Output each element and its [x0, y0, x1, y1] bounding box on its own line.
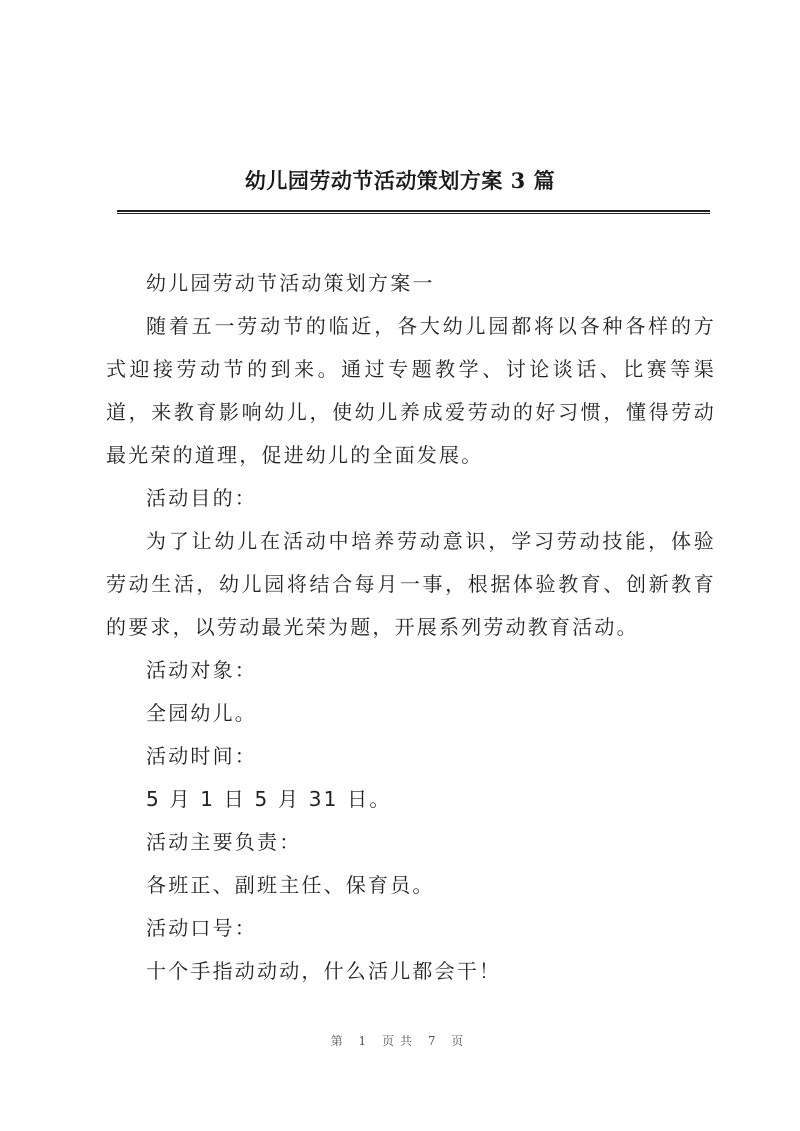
document-body: [106, 262, 716, 993]
purpose-paragraph: 为了让幼儿在活动中培养劳动意识，学习劳动技能，体验劳动生活，幼儿园将结合每月一事，根据体验教育、创新教育的要求，以劳动最光荣为题，开展系列劳动教育活动。: [106, 529, 716, 639]
time-value: 5 月 1 日 5 月 31 日。: [146, 787, 392, 811]
time-label: 活动时间：: [146, 744, 257, 768]
page-number-footer: 第 1 页共 7 页: [330, 1034, 470, 1048]
intro-paragraph: 随着五一劳动节的临近，各大幼儿园都将以各种各样的方式迎接劳动节的到来。通过专题教学、讨论谈话、比赛等渠道，来教育影响幼儿，使幼儿养成爱劳动的好习惯，懂得劳动最光荣的道理，促进幼儿的全面发展。: [106, 314, 716, 467]
audience-value: 全园幼儿。: [146, 701, 257, 725]
slogan-label: 活动口号：: [146, 916, 257, 940]
purpose-label: 活动目的：: [146, 486, 257, 510]
responsible-label: 活动主要负责：: [146, 830, 302, 854]
slogan-value: 十个手指动动动，什么活儿都会干！: [146, 959, 502, 983]
responsible-value: 各班正、副班主任、保育员。: [146, 873, 435, 897]
title-divider: [117, 210, 710, 214]
document-title: 幼儿园劳动节活动策划方案 3 篇: [244, 168, 556, 193]
section-heading: 幼儿园劳动节活动策划方案一: [146, 271, 435, 295]
audience-label: 活动对象：: [146, 658, 257, 682]
